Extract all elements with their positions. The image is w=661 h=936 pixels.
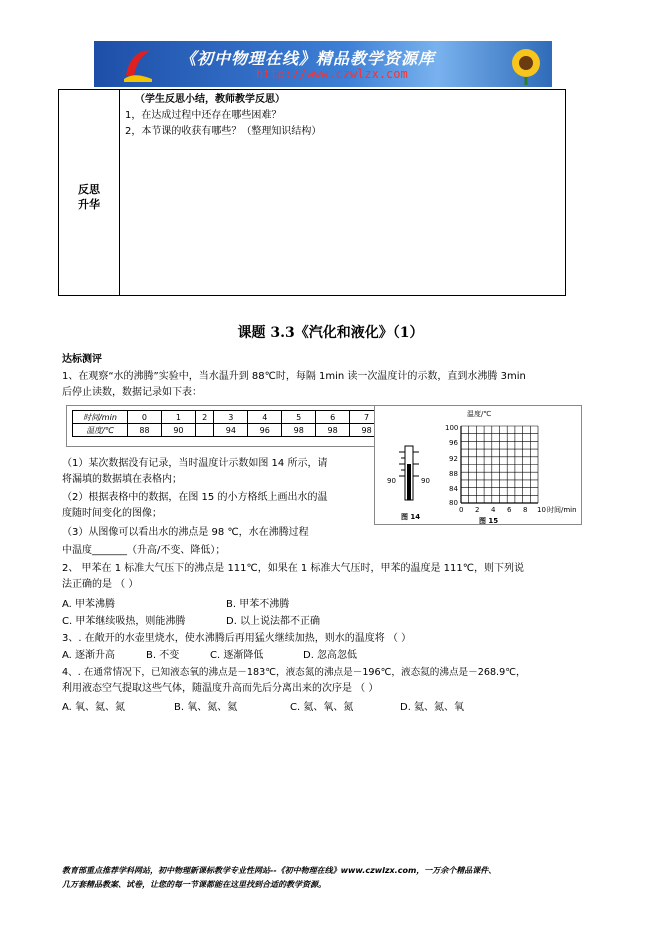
temp-cell: 88 [128, 424, 162, 437]
temp-cell: 94 [214, 424, 248, 437]
temp-cell: 98 [350, 424, 384, 437]
time-cell: 3 [214, 411, 248, 424]
q1-sub2-line2: 度随时间变化的图像； [62, 508, 162, 519]
q2-line2: 法正确的是 （ ） [62, 579, 139, 590]
time-cell: 5 [282, 411, 316, 424]
fig15-x-ticks [459, 506, 546, 514]
y-tick: 100 [445, 424, 459, 432]
q2-option-b[interactable]: B. 甲苯不沸腾 [226, 599, 290, 610]
fig14-tick-left: 90 [387, 477, 396, 485]
reflection-label-line2: 升华 [78, 198, 100, 211]
banner-url[interactable]: http://www.czwlzx.com [256, 67, 408, 81]
x-tick: 6 [507, 506, 512, 514]
fig15-label: 图 15 [479, 517, 499, 524]
temp-cell: 98 [282, 424, 316, 437]
q4-option-a[interactable]: A. 氧、氦、氮 [62, 702, 126, 713]
section-heading: 达标测评 [62, 354, 102, 365]
q3-option-a[interactable]: A. 逐渐升高 [62, 650, 116, 661]
q1-sub1-line1: （1）某次数据没有记录，当时温度计示数如图 14 所示，请 [62, 458, 328, 469]
time-cell: 0 [128, 411, 162, 424]
q2-line1: 2、 甲苯在 1 标准大气压下的沸点是 111℃，如果在 1 标准大气压时，甲苯的温度是 111℃，则下列说 [62, 563, 524, 574]
time-header: 时间/min [73, 411, 128, 424]
reflection-content [125, 92, 561, 140]
temp-cell: 96 [248, 424, 282, 437]
q3-option-b[interactable]: B. 不变 [146, 650, 180, 661]
fig15-grid [461, 426, 538, 503]
q4-option-b[interactable]: B. 氧、氮、氦 [174, 702, 238, 713]
y-tick: 92 [449, 455, 458, 463]
fig14-label: 图 14 [401, 513, 421, 521]
temp-cell-missing[interactable] [195, 424, 213, 437]
sunflower-icon [502, 45, 548, 85]
y-tick: 88 [449, 470, 458, 478]
fig15-y-title: 温度/℃ [467, 410, 492, 418]
table-row-temp [73, 424, 418, 437]
time-cell: 2 [195, 411, 213, 424]
y-tick: 96 [449, 439, 458, 447]
fig15-y-ticks [445, 424, 458, 507]
q3-option-c[interactable]: C. 逐渐降低 [210, 650, 264, 661]
time-cell: 7 [350, 411, 384, 424]
q3-option-d[interactable]: D. 忽高忽低 [303, 650, 358, 661]
thermometer-icon [399, 446, 419, 500]
q2-option-c[interactable]: C. 甲苯继续吸热，则能沸腾 [62, 616, 186, 627]
x-tick: 8 [523, 506, 528, 514]
figures-panel [374, 405, 582, 525]
q1-stem-line2: 后停止读数，数据记录如下表： [62, 387, 202, 398]
x-tick: 2 [475, 506, 480, 514]
q2-option-a[interactable]: A. 甲苯沸腾 [62, 599, 116, 610]
q4-line2: 利用液态空气提取这些气体，随温度升高而先后分离出来的次序是 （ ） [62, 683, 379, 694]
y-tick: 80 [449, 499, 458, 507]
header-banner [94, 41, 552, 87]
reflection-heading: （学生反思小结，教师教学反思） [135, 94, 285, 105]
time-cell: 4 [248, 411, 282, 424]
page-footer [62, 864, 622, 892]
temp-cell: 90 [161, 424, 195, 437]
temp-cell: 98 [316, 424, 350, 437]
table-row-time [73, 411, 418, 424]
time-cell: 1 [161, 411, 195, 424]
y-tick: 84 [449, 485, 458, 493]
q4-option-c[interactable]: C. 氦、氧、氮 [290, 702, 354, 713]
temp-header: 温度/℃ [73, 424, 128, 437]
fig14-tick-right: 90 [421, 477, 430, 485]
footer-line1: 教育部重点推荐学科网站，初中物理新课标教学专业性网站--《初中物理在线》www.czwlzx.com，一万余个精品课件、 [62, 866, 497, 875]
q1-stem-line1: 1、在观察“水的沸腾”实验中，当水温升到 88℃时，每隔 1min 读一次温度计的示数，直到水沸腾 3min [62, 371, 526, 382]
time-cell: 6 [316, 411, 350, 424]
q3-line1: 3、. 在敞开的水壶里烧水，使水沸腾后再用猛火继续加热，则水的温度将 （ ） [62, 633, 412, 644]
x-tick: 10 [537, 506, 546, 514]
reflection-label-line1: 反思 [78, 183, 100, 196]
site-logo-icon [120, 45, 154, 83]
reflection-label [59, 182, 119, 212]
reflection-table [58, 89, 566, 296]
data-table [72, 410, 418, 437]
x-tick: 4 [491, 506, 496, 514]
q1-sub2-line1: （2）根据表格中的数据，在图 15 的小方格纸上画出水的温 [62, 492, 328, 503]
lesson-title: 课题 3.3《汽化和液化》（1） [237, 325, 424, 341]
x-tick: 0 [459, 506, 464, 514]
fig15-x-title: 时间/min [547, 506, 577, 514]
q1-sub3-line1: （3）从图像可以看出水的沸点是 98 ℃，水在沸腾过程 [62, 527, 309, 538]
q4-line1: 4、. 在通常情况下，已知液态氧的沸点是－183℃，液态氮的沸点是－196℃，液态氦的沸点是－268.9℃， [62, 667, 526, 678]
footer-line2: 几万套精品教案、试卷，让您的每一节课都能在这里找到合适的教学资源。 [62, 880, 326, 889]
q4-option-d[interactable]: D. 氦、氮、氧 [400, 702, 465, 713]
table-divider [119, 90, 120, 295]
figures-svg [375, 406, 581, 524]
q1-sub3-line2: 中温度_______（升高/不变、降低）； [62, 545, 226, 556]
q2-option-d[interactable]: D. 以上说法都不正确 [226, 616, 321, 627]
reflection-item-1: 1，在达成过程中还存在哪些困难？ [125, 110, 282, 121]
banner-title: 《初中物理在线》精品教学资源库 [180, 49, 436, 68]
reflection-item-2: 2，本节课的收获有哪些？（整理知识结构） [125, 126, 322, 137]
q1-sub1-line2: 将漏填的数据填在表格内； [62, 474, 182, 485]
